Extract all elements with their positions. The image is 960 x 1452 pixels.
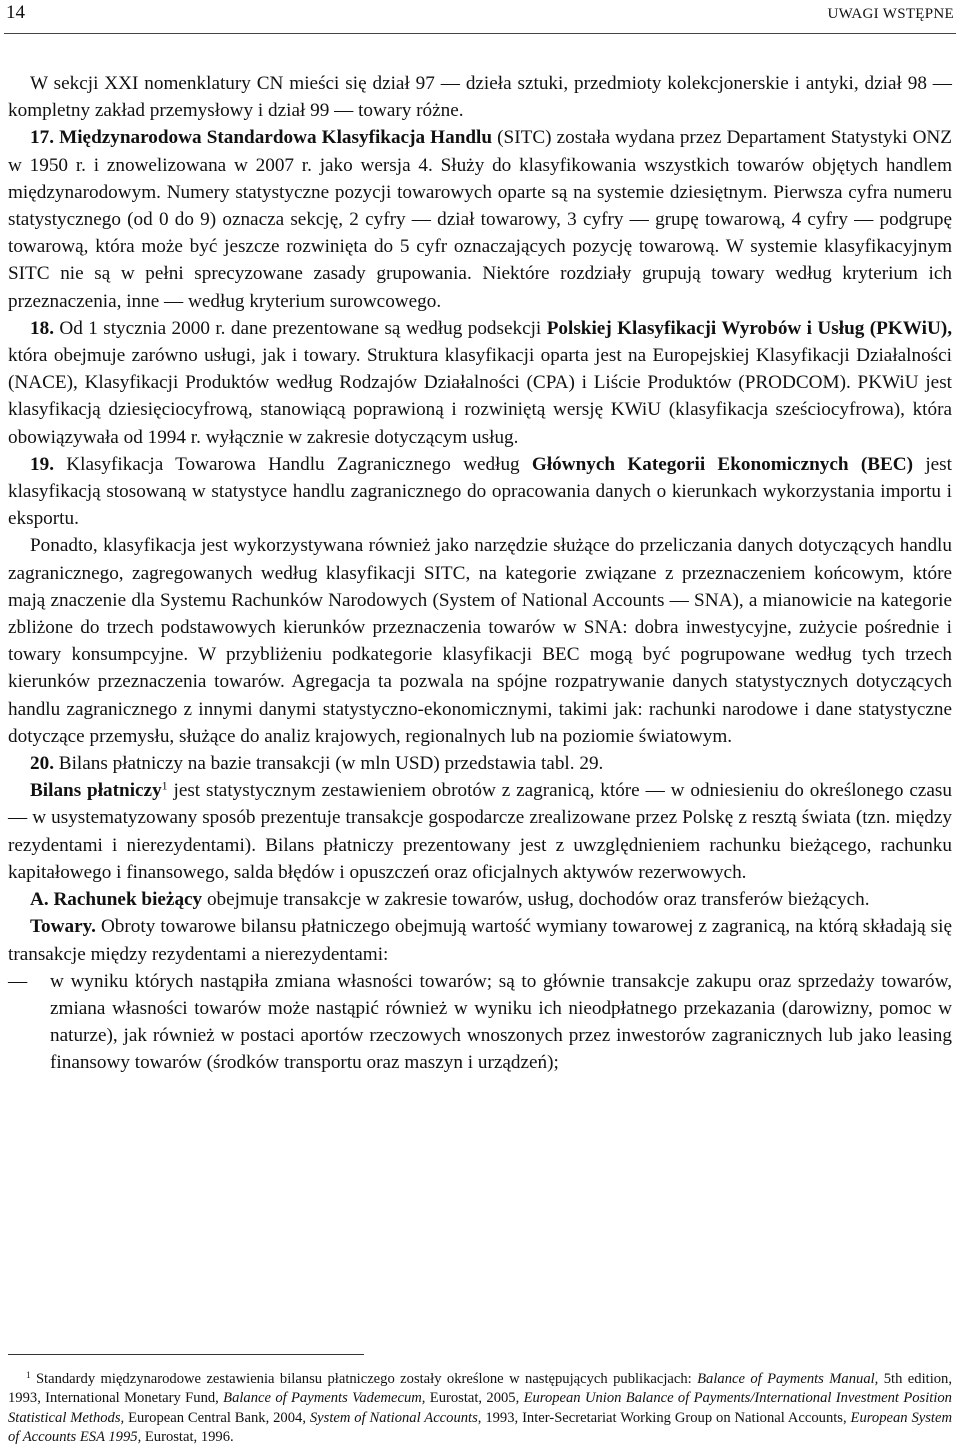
header-rule [4,33,956,34]
footnote-rule [8,1354,364,1355]
paragraph-bilans-bold: Bilans płatniczy [30,780,162,802]
paragraph-19-text-a: Klasyfikacja Towarowa Handlu Zagranicznego według [53,453,532,475]
paragraph-18-number: 18. [30,317,54,339]
footnote-title-5: European System of Accounts ESA 1995, [8,1409,952,1445]
footnote-text [8,1370,952,1447]
paragraph-19-bold: Głównych Kategorii Ekonomicznych (BEC) [531,453,914,475]
paragraph-19 [8,451,952,533]
paragraph-rachunek-bold: A. Rachunek bieżący [30,889,203,911]
paragraph-ponadto-text: Ponadto, klasyfikacja jest wykorzystywana również jako narzędzie służące do przeliczania danych dotyczących handlu zagranicznego, zagregowanych według klasyfikacji SITC, na kategorie związane z przeznaczeniem końcowym, które mają znaczenie dla Systemu Rachunków Narodowych (System of National Accounts — SNA), a mianowicie na kategorie zbliżone do trzech podstawowych kierunków przeznaczenia towarów w SNA: dobra inwestycyjne, zużycie pośrednie i towary konsumpcyjne. W przybliżeniu podkategorie klasyfikacji BEC mogą być pogrupowane według tych trzech kierunków przeznaczenia towarów. Agregacja ta pozwala na spójne rozpatrywanie danych statystycznych dotyczących handlu zagranicznego z innymi danymi statystyczno-ekonomicznymi, takimi jak: rachunki narodowe i dane statystyczne dotyczące przemysłu, służące do analiz krajowych, regionalnych lub na poziomie światowym. [8,535,952,747]
footnote-marker: 1 [26,1370,31,1381]
paragraph-17-text: (SITC) została wydana przez Departament Statystyki ONZ w 1950 r. i znowelizowana w 2007 r. jako wersja 4. Służy do klasyfikowania wszystkich towarów objętych handlem międzynarodowym. Numery statystyczne pozycji towarowych oparte są na systemie dziesiętnym. Pierwsza cyfra numeru statystycznego (od 0 do 9) oznacza sekcję, 2 cyfry — dział towarowy, 3 cyfry — grupę towarową, 4 cyfry — podgrupę towarową, która może być jeszcze rozwinięta do 5 cyfr oznaczających pozycję towarową. W systemie klasyfikacyjnym SITC nie są w pełni sprecyzowane zasady grupowania. Niektóre rozdziały grupują towary według kryterium ich przeznaczenia, inne — według kryterium surowcowego. [8,127,953,312]
paragraph-20 [8,750,952,777]
footnote-reference: 1 [161,778,168,793]
paragraph-19-number: 19. [30,453,54,475]
footnote-text-5: , 1993, Inter-Secretariat Working Group on National Accounts, [477,1409,851,1426]
paragraph-towary [8,913,952,967]
footnote-text-2: 5th edition, 1993, International Monetary Fund, [8,1371,952,1407]
footnote-title-3: European Union Balance of Payments/International Investment Position Statistical Methods, [8,1390,952,1426]
paragraph-bilans-text: jest statystycznym zestawieniem obrotów z zagranicą, które — w odniesieniu do określonego czasu — w usystematyzowany sposób prezentuje transakcje gospodarcze zrealizowane przez Polskę z resztą świata (tzn. między rezydentami i nierezydentami). Bilans płatniczy prezentowany jest z uwzględnieniem rachunku bieżącego, rachunku kapitałowego i finansowego, salda błędów i opuszczeń oraz oficjalnych aktywów rezerwowych. [8,780,952,883]
footnote-title-1: Balance of Payments Manual, [697,1371,879,1387]
paragraph-17 [8,124,952,314]
footnote-title-4: System of National Accounts [309,1409,478,1426]
body-text [8,70,952,1077]
paragraph-18-text-b: która obejmuje zarówno usługi, jak i towary. Struktura klasyfikacji oparta jest na Europejskiej Klasyfikacji Działalności (NACE), Klasyfikacji Produktów według Rodzajów Działalności (CPA) i Liście Produktów (PRODCOM). PKWiU jest klasyfikacją dziesięciocyfrową, stanowiącą poprawioną i rozwiniętą wersję KWiU (klasyfikacja sześciocyfrowa), która obowiązywała od 1994 r. wyłącznie w zakresie dotyczącym usług. [8,345,952,448]
footnote-text-1: Standardy międzynarodowe zestawienia bilansu płatniczego zostały określone w następujących publikacjach: [30,1371,698,1387]
paragraph-ponadto [8,532,952,750]
paragraph-17-number: 17. [30,127,54,149]
footnote-text-6: Eurostat, 1996. [141,1428,234,1445]
footnote [8,1370,952,1447]
paragraph-20-text: Bilans płatniczy na bazie transakcji (w mln USD) przedstawia tabl. 29. [53,753,604,775]
paragraph-19-text-b: jest klasyfikacją stosowaną w statystyce handlu zagranicznego do opracowania danych o kierunkach wykorzystania importu i eksportu. [8,453,952,530]
paragraph-18-text-a: Od 1 stycznia 2000 r. dane prezentowane są według podsekcji [53,317,547,339]
paragraph-bilans [8,777,952,886]
paragraph-rachunek-text: obejmuje transakcje w zakresie towarów, usług, dochodów oraz transferów bieżących. [202,889,870,911]
paragraph-towary-text: Obroty towarowe bilansu płatniczego obejmują wartość wymiany towarowej z zagranicą, na którą składają się transakcje między rezydentami a nierezydentami: [8,916,952,965]
paragraph-towary-bold: Towary. [30,916,96,938]
page-number: 14 [6,2,25,23]
paragraph-sections-text: W sekcji XXI nomenklatury CN mieści się dział 97 — dzieła sztuki, przedmioty kolekcjonerskie i antyki, dział 98 — kompletny zakład przemysłowy i dział 99 — towary różne. [8,73,952,122]
paragraph-sections [8,70,952,124]
paragraph-17-bold: Międzynarodowa Standardowa Klasyfikacja Handlu [59,127,493,149]
dash-list-item-text: w wyniku których nastąpiła zmiana własności towarów; są to głównie transakcje zakupu oraz sprzedaży towarów, zmiana własności towarów może nastąpić również w wyniku ich nieodpłatnego przekazania (darowizny, pomoc w naturze), jak również w postaci aportów rzeczowych wnoszonych przez inwestorów zagranicznych lub jako leasing finansowy towarów (środków transportu oraz maszyn i urządzeń); [50,970,952,1074]
footnote-text-4: European Central Bank, 2004, [124,1409,310,1426]
footnote-text-3: Eurostat, 2005, [425,1390,524,1407]
footnote-title-2: Balance of Payments Vademecum, [223,1390,426,1407]
running-head: UWAGI WSTĘPNE [827,6,954,22]
dash-bullet: — [8,970,28,992]
paragraph-rachunek [8,886,952,913]
paragraph-20-number: 20. [30,753,54,775]
paragraph-18 [8,315,952,451]
paragraph-18-bold: Polskiej Klasyfikacji Wyrobów i Usług (PKWiU), [546,317,953,339]
dash-list-item [8,968,952,1077]
